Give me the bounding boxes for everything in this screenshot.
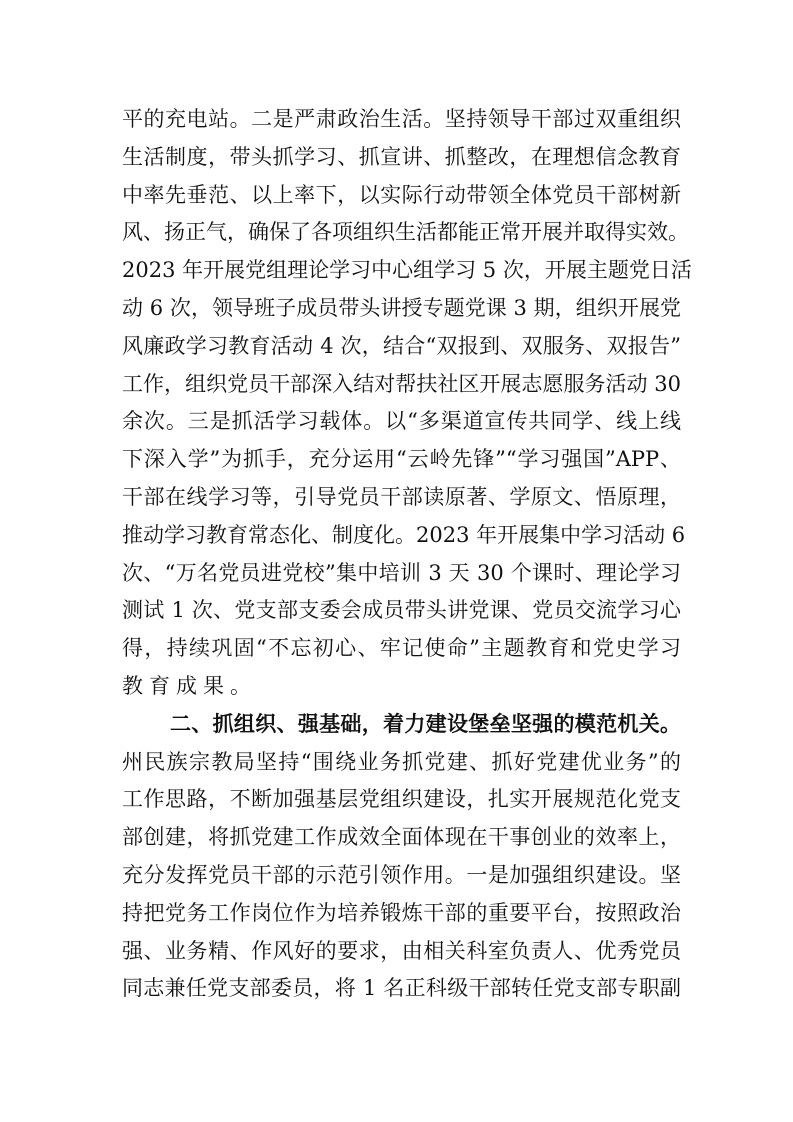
text-line: 强、业务精、作风好的要求，由相关科室负责人、优秀党员 (122, 938, 681, 963)
text-line: 州民族宗教局坚持“围绕业务抓党建、抓好党建优业务”的 (122, 749, 681, 774)
text-line: 测试 1 次、党支部支委会成员带头讲党课、党员交流学习心 (122, 598, 681, 623)
text-line: 动 6 次，领导班子成员带头讲授专题党课 3 期，组织开展党 (122, 295, 681, 320)
text-line: 次、“万名党员进党校”集中培训 3 天 30 个课时、理论学习 (122, 560, 681, 585)
text-line: 教育成果。 (122, 673, 257, 698)
document-page (122, 101, 692, 1008)
text-line: 推动学习教育常态化、制度化。2023 年开展集中学习活动 6 (122, 522, 686, 547)
text-line: 得，持续巩固“不忘初心、牢记使命”主题教育和党史学习 (122, 636, 681, 661)
text-line: 中率先垂范、以上率下，以实际行动带领全体党员干部树新 (122, 182, 681, 207)
text-line: 干部在线学习等，引导党员干部读原著、学原文、悟原理， (122, 484, 681, 509)
text-line: 持把党务工作岗位作为培养锻炼干部的重要平台，按照政治 (122, 900, 681, 925)
paragraph-party-life (122, 101, 692, 706)
text-line: 风廉政学习教育活动 4 次，结合“双报到、双服务、双报告” (122, 333, 681, 358)
text-line: 工作思路，不断加强基层党组织建设，扎实开展规范化党支 (122, 787, 681, 812)
text-line: 工作，组织党员干部深入结对帮扶社区开展志愿服务活动 30 (122, 371, 681, 396)
text-line: 同志兼任党支部委员，将 1 名正科级干部转任党支部专职副 (122, 976, 681, 1001)
text-line: 生活制度，带头抓学习、抓宣讲、抓整改，在理想信念教育 (122, 144, 681, 169)
text-line: 平的充电站。二是严肃政治生活。坚持领导干部过双重组织 (122, 107, 681, 131)
text-line: 部创建，将抓党建工作成效全面体现在干事创业的效率上， (122, 825, 681, 850)
text-line: 余次。三是抓活学习载体。以“多渠道宣传共同学、线上线 (122, 409, 681, 434)
text-line: 2023 年开展党组理论学习中心组学习 5 次，开展主题党日活 (122, 258, 692, 283)
text-line: 充分发挥党员干部的示范引领作用。一是加强组织建设。坚 (122, 862, 681, 887)
text-line: 风、扬正气，确保了各项组织生活都能正常开展并取得实效。 (122, 220, 689, 245)
text-line: 下深入学”为抓手，充分运用“云岭先锋”“学习强国”APP、 (122, 447, 681, 472)
section-heading: 二、抓组织、强基础，着力建设堡垒坚强的模范机关。 (170, 711, 681, 736)
paragraph-organization (122, 744, 681, 1009)
